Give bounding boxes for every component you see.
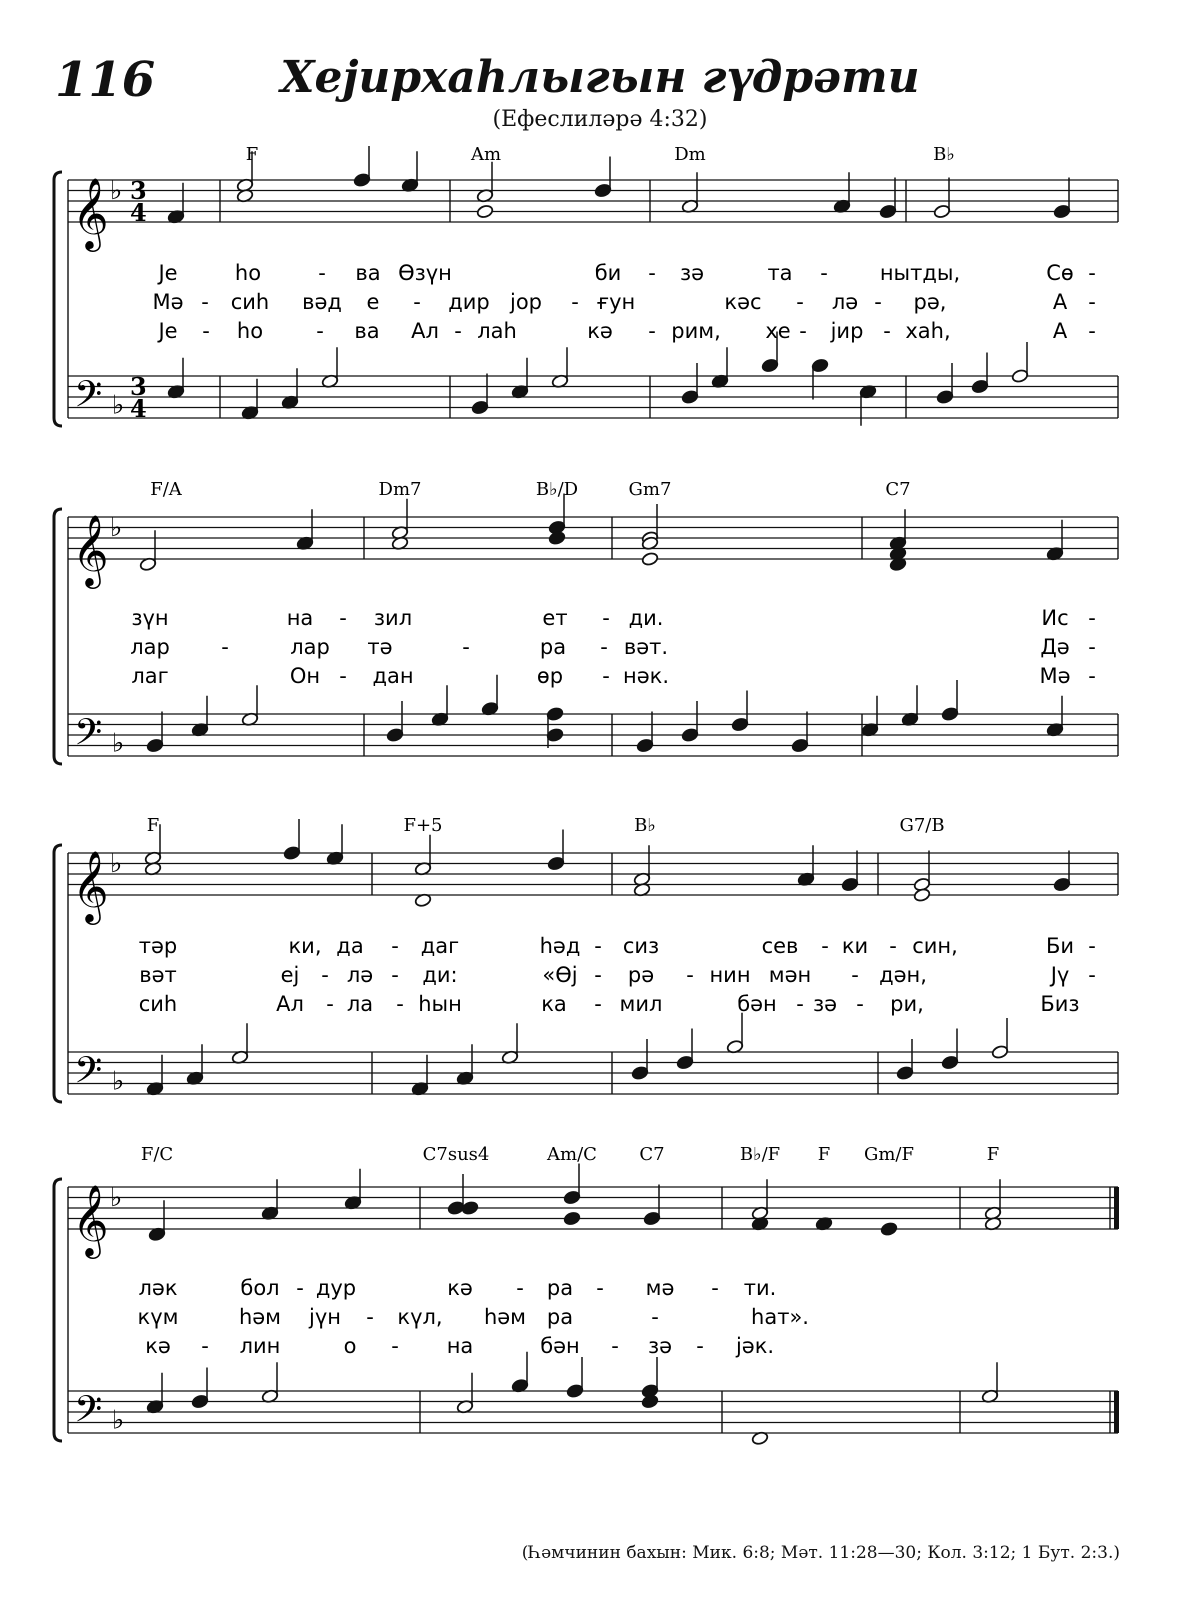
lyric-syllable: зә <box>812 992 838 1016</box>
lyric-syllable: Дә <box>1040 635 1070 659</box>
lyric-syllable: - <box>339 606 347 630</box>
note-head <box>546 728 564 743</box>
note-head <box>191 1394 209 1409</box>
lyric-syllable: јәк. <box>735 1334 775 1358</box>
lyric-syllable: зә <box>679 261 705 285</box>
lyric-syllable: јир <box>830 319 864 343</box>
chord-symbol: B♭/F <box>739 1144 781 1165</box>
lyric-syllable: Биз <box>1040 992 1080 1016</box>
note-head <box>548 531 566 546</box>
lyric-syllable: - <box>648 261 656 285</box>
note-head <box>566 1384 584 1399</box>
lyric-syllable: Би <box>1045 934 1075 958</box>
lyric-syllable: ет <box>542 606 568 630</box>
lyric-syllable: сиһ <box>138 992 178 1016</box>
key-flat-icon: ♭ <box>112 1405 125 1436</box>
lyric-syllable: - <box>454 319 462 343</box>
key-flat-icon: ♭ <box>110 849 123 879</box>
lyric-syllable: - <box>201 1334 209 1358</box>
chord-symbol: B♭/D <box>535 479 579 500</box>
lyric-syllable: јүн <box>309 1305 341 1329</box>
note-head <box>731 717 749 732</box>
chord-symbol: F/A <box>150 479 182 500</box>
lyric-syllable: хаh, <box>905 319 951 343</box>
lyric-syllable: ва <box>354 319 380 343</box>
note-head <box>631 1066 649 1081</box>
note-head <box>676 1055 694 1070</box>
lyric-syllable: - <box>883 319 891 343</box>
song-number: 116 <box>55 52 156 108</box>
lyric-syllable: дан <box>372 664 414 688</box>
lyric-syllable: зүн <box>131 606 169 630</box>
lyric-syllable: - <box>851 963 859 987</box>
lyric-syllable: ра <box>546 1276 574 1300</box>
lyric-syllable: ди. <box>628 606 664 630</box>
lyric-syllable: - <box>874 290 882 314</box>
lyric-syllable: - <box>594 992 602 1016</box>
lyric-syllable: күм <box>137 1305 179 1329</box>
lyric-syllable: ла <box>346 992 374 1016</box>
key-flat-icon: ♭ <box>110 513 123 543</box>
lyric-syllable: кә <box>145 1334 171 1358</box>
lyric-syllable: ди: <box>422 963 458 987</box>
time-signature-bottom: 4 <box>130 394 147 423</box>
lyric-syllable: - <box>651 1305 659 1329</box>
chord-symbol: B♭ <box>933 144 955 165</box>
lyric-syllable: - <box>594 934 602 958</box>
lyric-syllable: мә <box>645 1276 675 1300</box>
note-head <box>353 173 371 188</box>
lyric-syllable: - <box>571 290 579 314</box>
note-head <box>879 204 897 219</box>
note-head <box>641 1394 659 1409</box>
note-head <box>936 390 954 405</box>
system-bracket <box>54 509 62 764</box>
lyric-syllable: бол <box>240 1276 280 1300</box>
lyric-syllable: Ис <box>1041 606 1069 630</box>
music-system <box>54 1144 1119 1446</box>
lyric-syllable: - <box>221 635 229 659</box>
lyric-syllable: лаг <box>131 664 169 688</box>
system-bracket <box>54 1179 62 1441</box>
lyric-syllable: «Өј <box>542 963 578 987</box>
note-head <box>971 379 989 394</box>
lyric-syllable: - <box>820 261 828 285</box>
bass-clef-icon: 𝄢 <box>74 1388 103 1440</box>
note-head <box>991 1045 1009 1060</box>
lyric-syllable: ho <box>236 319 264 343</box>
note-head <box>563 1190 581 1205</box>
lyric-syllable: - <box>396 992 404 1016</box>
lyric-syllable: - <box>391 934 399 958</box>
lyric-syllable: ти. <box>743 1276 777 1300</box>
time-signature-bottom: 4 <box>130 198 147 227</box>
lyric-syllable: нәк. <box>622 664 670 688</box>
lyric-syllable: е <box>366 290 380 314</box>
lyric-syllable: вәд <box>302 290 342 314</box>
chord-symbol: F <box>817 1144 831 1165</box>
chord-symbol: Am <box>470 144 502 165</box>
lyric-syllable: дур <box>315 1276 357 1300</box>
lyric-syllable: Јү <box>1050 963 1070 987</box>
lyric-syllable: - <box>648 319 656 343</box>
system-bracket <box>54 845 62 1102</box>
lyric-syllable: - <box>1088 290 1096 314</box>
lyric-syllable: син, <box>912 934 958 958</box>
lyric-syllable: күл, <box>397 1305 443 1329</box>
lyric-syllable: нин <box>709 963 751 987</box>
lyric-syllable: һәм <box>483 1305 527 1329</box>
chord-symbol: F/C <box>140 1144 174 1165</box>
note-head <box>547 856 565 871</box>
lyric-syllable: - <box>1088 319 1096 343</box>
lyric-syllable: рә, <box>913 290 947 314</box>
lyric-syllable: Он <box>289 664 321 688</box>
lyric-syllable: рим, <box>671 319 721 343</box>
lyric-syllable: - <box>296 1276 304 1300</box>
lyric-syllable: Је <box>158 261 178 285</box>
key-flat-icon: ♭ <box>110 176 123 206</box>
lyric-syllable: мән <box>768 963 812 987</box>
lyric-syllable: зил <box>373 606 413 630</box>
note-head <box>811 358 829 373</box>
music-system <box>54 815 1118 1102</box>
note-head <box>933 204 951 219</box>
song-title: Хејирхаһлыгын гүдрәти <box>280 52 920 103</box>
lyric-syllable: лә <box>831 290 859 314</box>
chord-symbol: C7sus4 <box>422 1144 490 1165</box>
lyric-syllable: - <box>462 635 470 659</box>
note-head <box>471 400 489 415</box>
lyric-syllable: - <box>711 1276 719 1300</box>
lyric-syllable: - <box>696 1334 704 1358</box>
lyric-syllable: сев <box>761 934 799 958</box>
lyric-syllable: тәр <box>138 934 178 958</box>
lyric-syllable: Мә <box>152 290 184 314</box>
lyric-syllable: ри, <box>890 992 924 1016</box>
lyric-syllable: Өзүн <box>398 261 452 285</box>
lyric-syllable: зә <box>647 1334 673 1358</box>
lyric-syllable: ғун <box>596 290 636 314</box>
time-signature-top: 3 <box>130 176 147 205</box>
lyric-syllable: ра <box>546 1305 574 1329</box>
chord-symbol: C7 <box>639 1144 665 1165</box>
chord-symbol: C7 <box>885 479 911 500</box>
chord-symbol: G7/B <box>899 815 945 836</box>
lyric-syllable: - <box>321 963 329 987</box>
lyric-syllable: нытды, <box>879 261 961 285</box>
lyric-syllable: Мә <box>1039 664 1071 688</box>
time-signature-top: 3 <box>130 372 147 401</box>
lyric-syllable: да <box>336 934 364 958</box>
note-head <box>841 877 859 892</box>
note-head <box>476 204 494 219</box>
final-bar-thick <box>1114 1187 1119 1229</box>
chord-symbol: Dm7 <box>378 479 422 500</box>
lyric-syllable: кәс <box>724 290 762 314</box>
note-head <box>546 707 564 722</box>
bass-clef-icon: 𝄢 <box>74 373 103 425</box>
lyric-syllable: кә <box>587 319 613 343</box>
note-head <box>563 1211 581 1226</box>
chord-symbol: F+5 <box>403 815 443 836</box>
note-head <box>791 738 809 753</box>
lyric-syllable: на <box>446 1334 474 1358</box>
lyric-syllable: - <box>1088 934 1096 958</box>
bass-clef-icon: 𝄢 <box>74 1049 103 1101</box>
lyric-syllable: ва <box>355 261 381 285</box>
lyric-syllable: - <box>1088 664 1096 688</box>
lyric-syllable: - <box>889 934 897 958</box>
treble-clef-icon: 𝄞 <box>72 1183 109 1256</box>
chord-symbol: F <box>245 144 259 165</box>
note-head <box>641 552 659 567</box>
note-head <box>461 1201 479 1216</box>
lyric-syllable: лаh <box>477 319 517 343</box>
key-flat-icon: ♭ <box>112 728 125 759</box>
note-head <box>386 728 404 743</box>
lyric-syllable: лин <box>239 1334 281 1358</box>
lyric-syllable: һәд <box>539 934 581 958</box>
lyric-syllable: - <box>602 664 610 688</box>
lyric-syllable: та <box>767 261 793 285</box>
note-head <box>681 390 699 405</box>
lyric-syllable: - <box>856 992 864 1016</box>
note-head <box>913 888 931 903</box>
lyric-syllable: - <box>326 992 334 1016</box>
lyric-syllable: - <box>686 963 694 987</box>
lyric-syllable: һат». <box>751 1305 809 1329</box>
lyric-syllable: бән <box>540 1334 580 1358</box>
lyric-syllable: - <box>594 963 602 987</box>
chord-symbol: Gm/F <box>863 1144 915 1165</box>
lyric-syllable: бән <box>737 992 777 1016</box>
lyric-syllable: хе <box>765 319 791 343</box>
note-head <box>1053 204 1071 219</box>
lyric-syllable: тә <box>367 635 393 659</box>
key-flat-icon: ♭ <box>112 390 125 421</box>
lyric-syllable: - <box>413 290 421 314</box>
lyric-syllable: А <box>1052 290 1068 314</box>
lyric-syllable: би <box>594 261 622 285</box>
lyric-syllable: өр <box>536 664 564 688</box>
lyric-syllable: А <box>1052 319 1068 343</box>
lyric-syllable: - <box>391 1334 399 1358</box>
note-head <box>896 1066 914 1081</box>
chord-symbol: Dm <box>674 144 706 165</box>
lyric-syllable: Сө <box>1046 261 1074 285</box>
lyric-syllable: ки, <box>288 934 322 958</box>
lyric-syllable: - <box>202 319 210 343</box>
lyric-syllable: сиз <box>622 934 660 958</box>
lyric-syllable: ра <box>539 635 567 659</box>
lyric-syllable: ho <box>234 261 262 285</box>
lyric-syllable: ки <box>841 934 869 958</box>
lyric-syllable: - <box>821 934 829 958</box>
note-head <box>594 183 612 198</box>
chord-symbol: B♭ <box>634 815 656 836</box>
key-flat-icon: ♭ <box>112 1066 125 1097</box>
lyric-syllable: рә <box>627 963 655 987</box>
note-head <box>761 358 779 373</box>
chord-symbol: Am/C <box>547 1144 597 1165</box>
lyric-syllable: - <box>516 1276 524 1300</box>
lyric-syllable: на <box>286 606 314 630</box>
lyric-syllable: - <box>1088 963 1096 987</box>
lyric-syllable: - <box>366 1305 374 1329</box>
lyric-syllable: - <box>391 963 399 987</box>
lyric-syllable: - <box>799 319 807 343</box>
lyric-syllable: һәм <box>238 1305 282 1329</box>
note-head <box>1011 369 1029 384</box>
final-bar-thick <box>1114 1391 1119 1433</box>
lyric-syllable: - <box>201 290 209 314</box>
lyric-syllable: вәт. <box>623 635 669 659</box>
lyric-syllable: о <box>343 1334 357 1358</box>
lyric-syllable: ка <box>541 992 567 1016</box>
lyric-syllable: - <box>796 290 804 314</box>
key-flat-icon: ♭ <box>110 1183 123 1213</box>
lyric-syllable: сиһ <box>230 290 270 314</box>
lyric-syllable: - <box>611 1334 619 1358</box>
lyric-syllable: јор <box>509 290 543 314</box>
lyric-syllable: - <box>602 606 610 630</box>
lyric-syllable: лә <box>346 963 374 987</box>
note-head <box>643 1211 661 1226</box>
chord-symbol: Gm7 <box>628 479 672 500</box>
footer-references: (Һәмчинин бахын: Мик. 6:8; Мәт. 11:28—30; Кол. 3:12; 1 Бут. 2:3.) <box>521 1543 1120 1563</box>
system-bracket <box>54 172 62 426</box>
lyric-syllable: дән, <box>879 963 927 987</box>
note-head <box>941 707 959 722</box>
lyric-syllable: кә <box>447 1276 473 1300</box>
scripture-reference: (Ефеслиләрә 4:32) <box>492 107 708 132</box>
treble-clef-icon: 𝄞 <box>72 513 109 586</box>
lyric-syllable: даг <box>420 934 460 958</box>
lyric-syllable: - <box>316 319 324 343</box>
lyric-syllable: Ал <box>276 992 304 1016</box>
treble-clef-icon: 𝄞 <box>72 849 109 922</box>
lyric-syllable: мил <box>619 992 663 1016</box>
bass-clef-icon: 𝄢 <box>74 711 103 763</box>
lyric-syllable: лар <box>130 635 170 659</box>
lyric-syllable: - <box>796 992 804 1016</box>
lyric-syllable: еј <box>280 963 300 987</box>
music-system <box>54 144 1118 426</box>
treble-clef-icon: 𝄞 <box>72 176 109 249</box>
note-head <box>636 738 654 753</box>
lyric-syllable: - <box>339 664 347 688</box>
lyric-syllable: - <box>1088 261 1096 285</box>
music-system <box>54 479 1118 764</box>
lyric-syllable: - <box>1088 635 1096 659</box>
lyric-syllable: - <box>1088 606 1096 630</box>
lyric-syllable: лар <box>290 635 330 659</box>
lyric-syllable: Је <box>158 319 178 343</box>
note-head <box>146 738 164 753</box>
lyric-syllable: Ал <box>411 319 439 343</box>
note-head <box>681 728 699 743</box>
note-head <box>880 1222 898 1237</box>
lyric-syllable: дир <box>448 290 490 314</box>
note-head <box>283 846 301 861</box>
lyric-syllable: - <box>600 635 608 659</box>
lyric-syllable: вәт <box>139 963 177 987</box>
note-head <box>1053 877 1071 892</box>
chord-symbol: F <box>146 815 160 836</box>
lyric-syllable: һын <box>418 992 462 1016</box>
lyric-syllable: ләк <box>138 1276 178 1300</box>
chord-symbol: F <box>986 1144 1000 1165</box>
lyric-syllable: - <box>318 261 326 285</box>
lyric-syllable: - <box>596 1276 604 1300</box>
note-head <box>941 1055 959 1070</box>
